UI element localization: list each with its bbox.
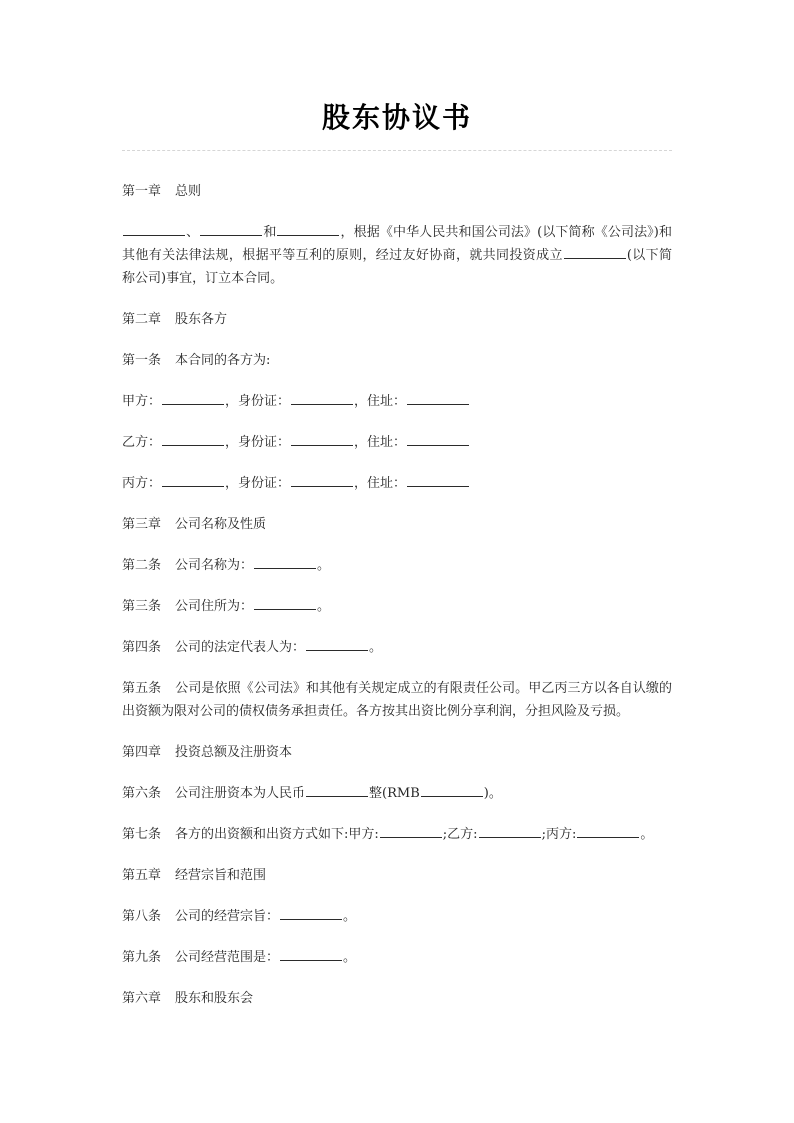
party-b-row	[122, 431, 672, 454]
article-1	[122, 349, 672, 372]
document-content	[122, 0, 672, 1028]
article-6-label: 第六条	[122, 786, 162, 802]
blank-field-party-b-name[interactable]	[162, 432, 224, 446]
article-7-label: 第七条	[122, 827, 162, 843]
article-3-suffix: 。	[317, 599, 331, 615]
article-7-party-b-label: ;乙方:	[442, 827, 478, 843]
blank-field-business-purpose[interactable]	[280, 906, 342, 920]
chapter-5-label: 第五章	[122, 868, 162, 884]
blank-field-party-a-name[interactable]	[162, 391, 224, 405]
article-4	[122, 636, 672, 659]
chapter-1-label: 第一章	[122, 184, 162, 200]
blank-field-party-c-id[interactable]	[291, 473, 353, 487]
article-3-label: 第三条	[122, 599, 162, 615]
party-b-address-label: ，住址：	[354, 435, 407, 451]
article-7-text: 各方的出资额和出资方式如下:	[175, 827, 349, 843]
chapter-5-title: 经营宗旨和范围	[175, 868, 267, 884]
party-c-id-label: ，身份证：	[225, 476, 291, 492]
article-2-suffix: 。	[317, 558, 331, 574]
article-8-label: 第八条	[122, 909, 162, 925]
party-a-label: 甲方：	[122, 394, 162, 410]
article-5-text: 公司是依照《公司法》和其他有关规定成立的有限责任公司。甲乙丙三方以各自认缴的出资额为限对公司的债权债务承担责任。各方按其出资比例分享利润，分担风险及亏损。	[122, 681, 672, 720]
blank-field-capital-rmb[interactable]	[421, 783, 483, 797]
blank-field-capital-cn[interactable]	[306, 783, 368, 797]
blank-field-party-b-address[interactable]	[407, 432, 469, 446]
document-body	[122, 160, 672, 1010]
article-7-party-a-label: 甲方:	[348, 827, 379, 843]
party-a-id-label: ，身份证：	[225, 394, 291, 410]
article-6-text-b: 整(RMB	[369, 786, 420, 802]
article-4-suffix: 。	[369, 640, 383, 656]
article-9	[122, 946, 672, 969]
article-8	[122, 905, 672, 928]
blank-field-company[interactable]	[564, 245, 626, 259]
article-7-suffix: 。	[640, 827, 654, 843]
chapter-2-label: 第二章	[122, 312, 162, 328]
blank-field-party-c-address[interactable]	[407, 473, 469, 487]
party-a-row	[122, 390, 672, 413]
party-c-address-label: ，住址：	[354, 476, 407, 492]
party-b-id-label: ，身份证：	[225, 435, 291, 451]
article-7-party-c-label: ;丙方:	[541, 827, 577, 843]
article-6	[122, 782, 672, 805]
preamble-paragraph	[122, 221, 672, 290]
preamble-sep-2: 和	[263, 225, 277, 241]
blank-field-party-a-address[interactable]	[407, 391, 469, 405]
chapter-3-title: 公司名称及性质	[175, 517, 267, 533]
chapter-4-title: 投资总额及注册资本	[175, 745, 293, 761]
chapter-6-title: 股东和股东会	[175, 991, 254, 1007]
party-c-row	[122, 472, 672, 495]
article-9-suffix: 。	[343, 950, 357, 966]
article-8-suffix: 。	[343, 909, 357, 925]
article-1-label: 第一条	[122, 353, 162, 369]
chapter-2-heading	[122, 308, 672, 331]
chapter-1-title: 总则	[175, 184, 202, 200]
blank-field-contrib-c[interactable]	[577, 824, 639, 838]
article-9-label: 第九条	[122, 950, 162, 966]
article-3	[122, 595, 672, 618]
blank-field-contrib-a[interactable]	[380, 824, 442, 838]
article-6-text-a: 公司注册资本为人民币	[175, 786, 306, 802]
blank-field-party3[interactable]	[277, 222, 339, 236]
article-4-label: 第四条	[122, 640, 162, 656]
blank-field-party-b-id[interactable]	[291, 432, 353, 446]
article-5	[122, 677, 672, 723]
party-c-label: 丙方：	[122, 476, 162, 492]
preamble-sep-1: 、	[186, 225, 200, 241]
blank-field-contrib-b[interactable]	[479, 824, 541, 838]
preamble-text: ，根据《中华人民共和国公司法》(以下简称《公司法》)和其他有关法律法规，根据平等互利的原则，经过友好协商，就共同投资成立	[122, 225, 672, 264]
blank-field-party-c-name[interactable]	[162, 473, 224, 487]
article-8-text: 公司的经营宗旨：	[175, 909, 280, 925]
article-7	[122, 823, 672, 846]
article-6-text-c: )。	[483, 786, 502, 802]
chapter-2-title: 股东各方	[175, 312, 228, 328]
article-1-text: 本合同的各方为:	[175, 353, 271, 369]
article-2	[122, 554, 672, 577]
blank-field-party2[interactable]	[200, 222, 262, 236]
article-3-text: 公司住所为：	[175, 599, 254, 615]
chapter-6-heading	[122, 987, 672, 1010]
chapter-4-heading	[122, 741, 672, 764]
article-4-text: 公司的法定代表人为：	[175, 640, 306, 656]
blank-field-party-a-id[interactable]	[291, 391, 353, 405]
chapter-6-label: 第六章	[122, 991, 162, 1007]
preamble-text-end: (以下简称公司)事宜，订立本合同。	[122, 248, 672, 287]
blank-field-company-name[interactable]	[254, 555, 316, 569]
blank-field-company-address[interactable]	[254, 596, 316, 610]
party-a-address-label: ，住址：	[354, 394, 407, 410]
article-9-text: 公司经营范围是：	[175, 950, 280, 966]
article-2-label: 第二条	[122, 558, 162, 574]
chapter-1-heading	[122, 180, 672, 203]
article-5-label: 第五条	[122, 681, 162, 697]
page-title: 股东协议书	[321, 101, 472, 134]
blank-field-legal-rep[interactable]	[306, 637, 368, 651]
article-2-text: 公司名称为：	[175, 558, 254, 574]
party-b-label: 乙方：	[122, 435, 162, 451]
chapter-4-label: 第四章	[122, 745, 162, 761]
chapter-5-heading	[122, 864, 672, 887]
title-divider	[122, 150, 672, 152]
blank-field-party1[interactable]	[123, 222, 185, 236]
chapter-3-label: 第三章	[122, 517, 162, 533]
blank-field-business-scope[interactable]	[280, 947, 342, 961]
chapter-3-heading	[122, 513, 672, 536]
